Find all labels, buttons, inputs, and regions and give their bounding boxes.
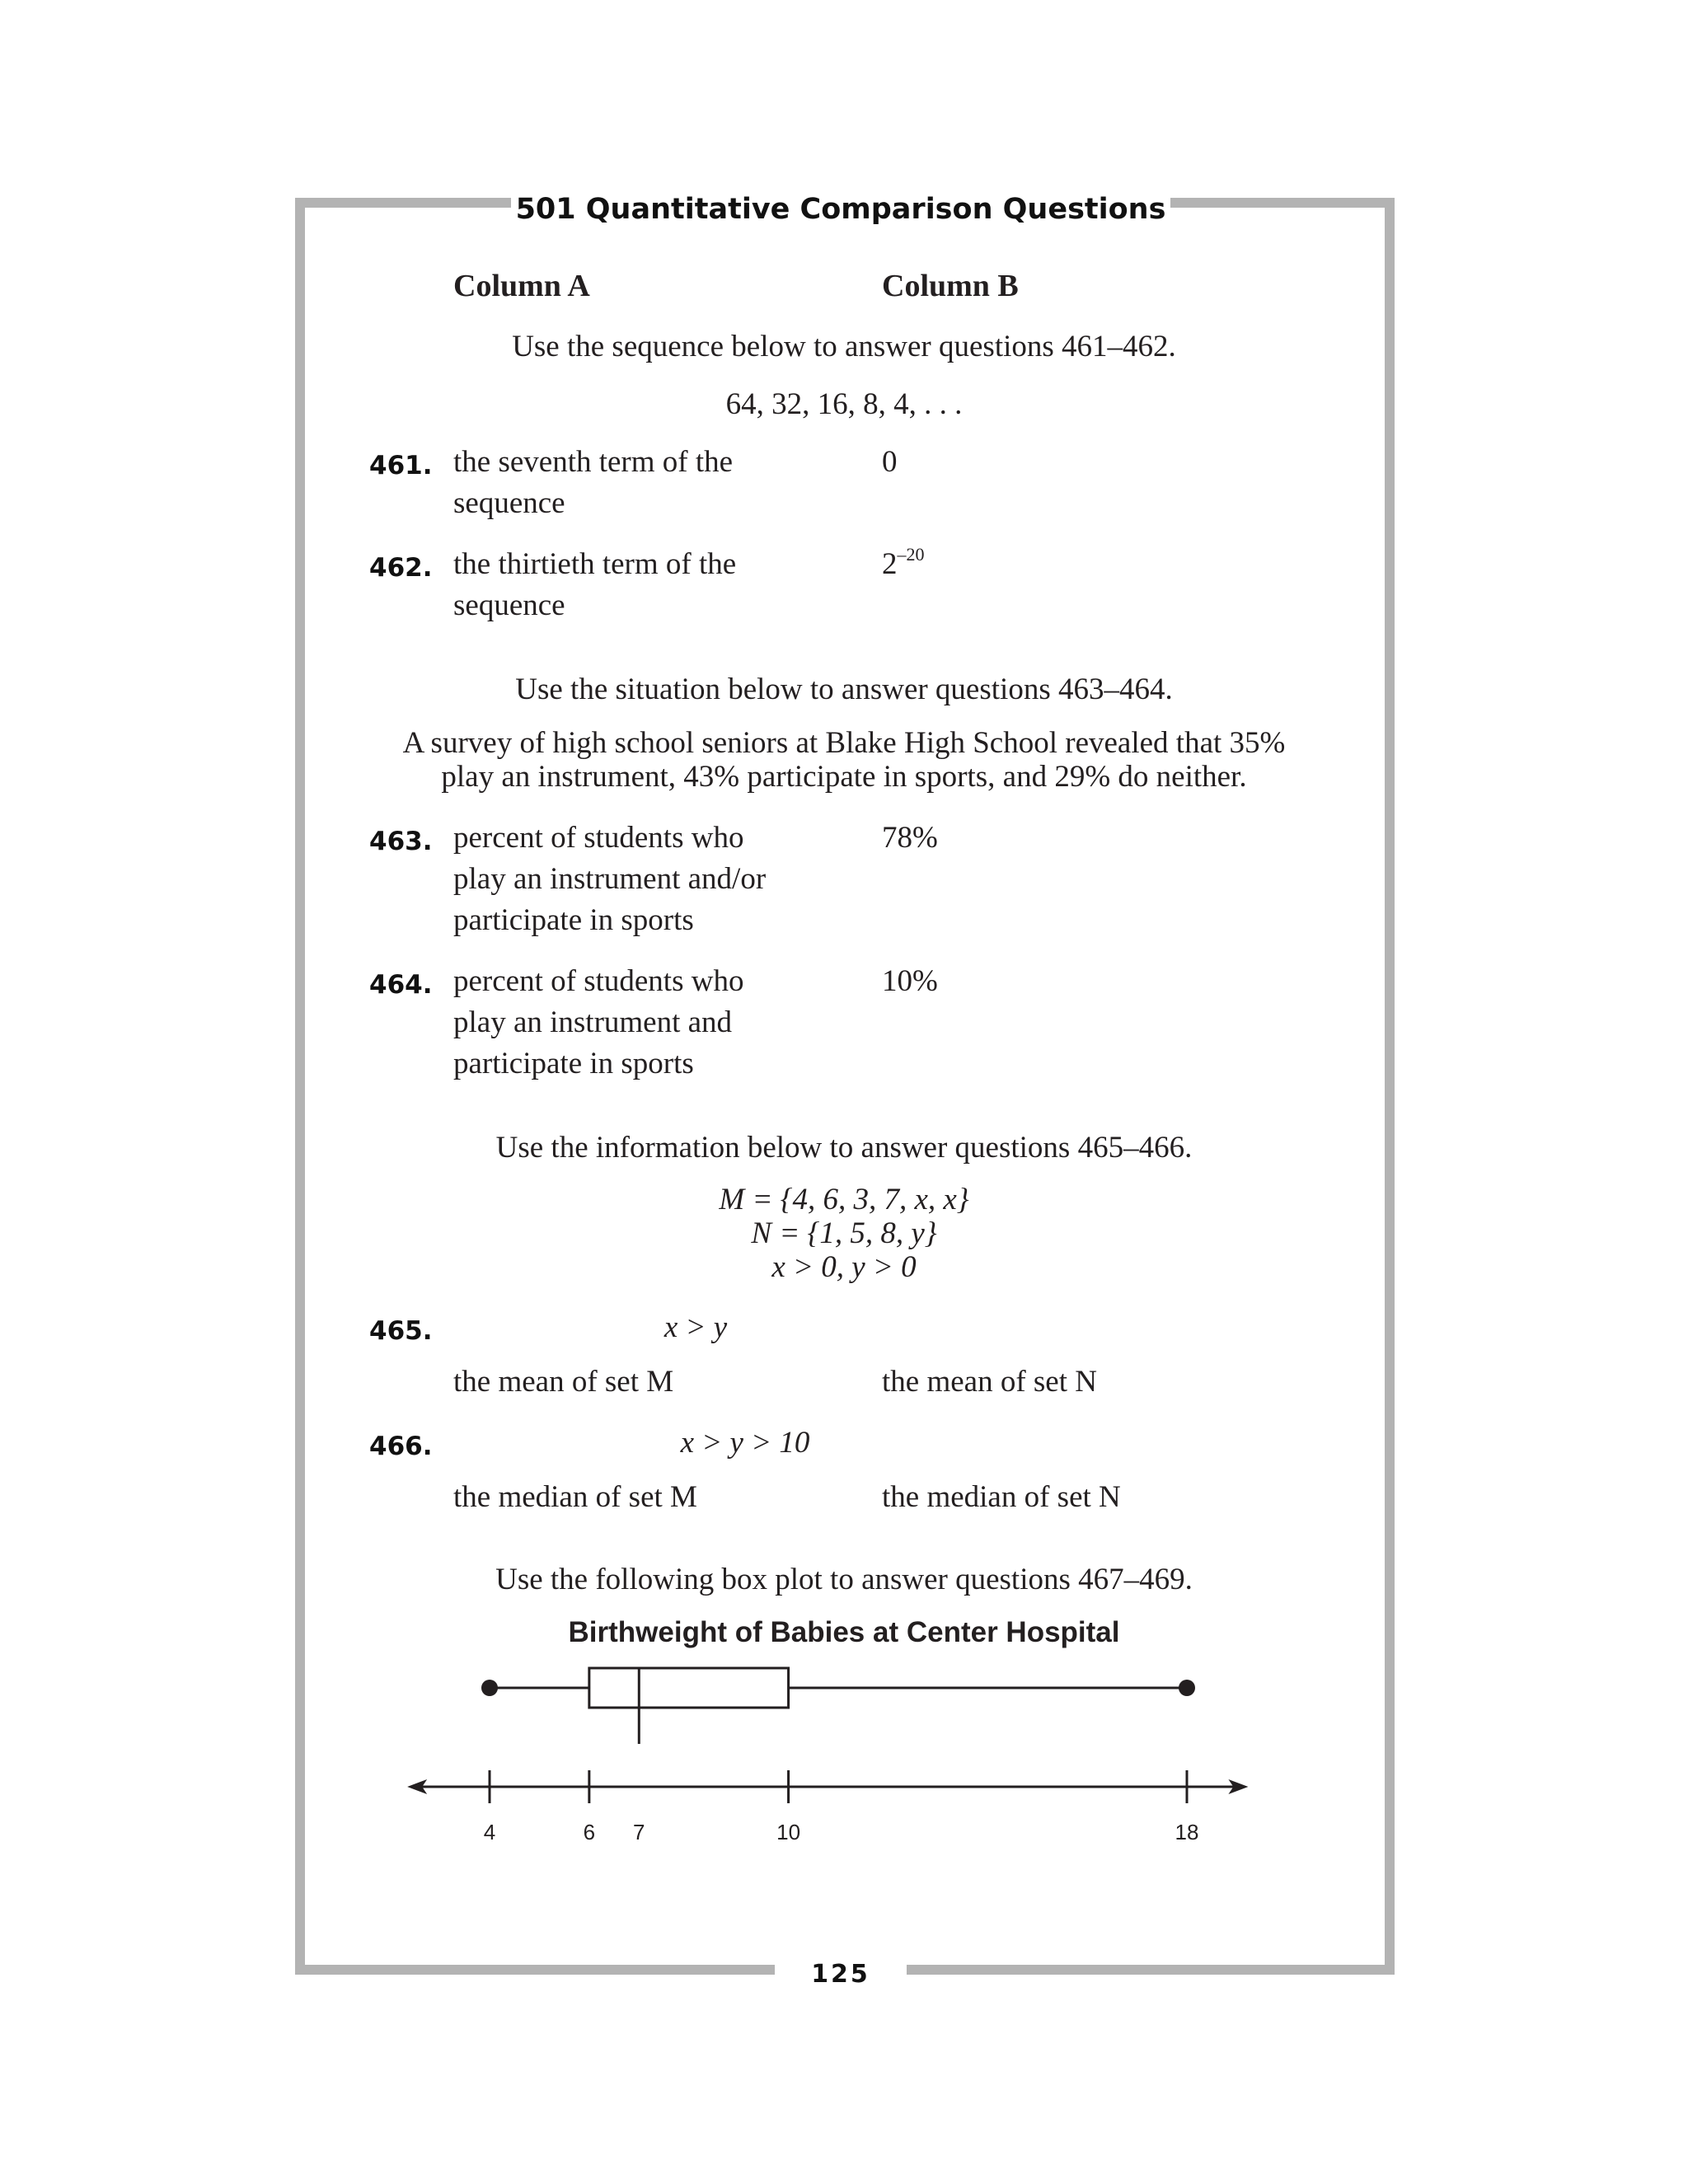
question-464-column-b: 10% [882, 964, 938, 998]
iqr-box [589, 1668, 789, 1708]
question-466-column-a: the median of set M [453, 1480, 697, 1514]
question-463-number: 463. [369, 827, 433, 856]
sequence: 64, 32, 16, 8, 4, . . . [725, 387, 963, 421]
question-463-column-b: 78% [882, 821, 938, 855]
question-464-a-line2: play an instrument and [453, 1005, 733, 1039]
question-464-number: 464. [369, 970, 433, 1000]
set-condition: x > 0, y > 0 [771, 1250, 917, 1284]
question-462-b-base: 2 [882, 547, 898, 581]
question-462-b-exponent: –20 [897, 544, 925, 565]
question-466-number: 466. [369, 1432, 433, 1461]
tick-label-6: 6 [583, 1820, 596, 1844]
question-465-number: 465. [369, 1316, 433, 1346]
question-464-a-line3: participate in sports [453, 1047, 694, 1080]
question-465-condition: x > y [663, 1310, 728, 1344]
question-465-column-a: the mean of set M [453, 1365, 674, 1399]
section4-intro: Use the following box plot to answer questions 467–469. [495, 1563, 1193, 1596]
question-462-a-line1: the thirtieth term of the [453, 547, 737, 581]
section3-intro: Use the information below to answer questions 465–466. [495, 1131, 1193, 1165]
survey-text-line1: A survey of high school seniors at Blake High School revealed that 35% [402, 726, 1286, 760]
tick-label-10: 10 [776, 1820, 801, 1844]
page-number: 125 [775, 1953, 907, 1996]
tick-label-7: 7 [633, 1820, 645, 1844]
question-463-a-line3: participate in sports [453, 903, 694, 937]
question-461-column-b: 0 [882, 445, 898, 479]
question-465-column-b: the mean of set N [882, 1365, 1097, 1399]
set-n: N = {1, 5, 8, y} [751, 1216, 937, 1250]
section2-intro: Use the situation below to answer questions 463–464. [515, 673, 1173, 706]
set-m: M = {4, 6, 3, 7, x, x} [719, 1183, 969, 1216]
tick-label-18: 18 [1175, 1820, 1199, 1844]
question-462-number: 462. [369, 553, 433, 583]
survey-text-line2: play an instrument, 43% participate in sports, and 29% do neither. [441, 760, 1247, 794]
tick-label-4: 4 [483, 1820, 496, 1844]
column-b-heading: Column B [882, 269, 1019, 303]
question-466-condition: x > y > 10 [680, 1426, 810, 1460]
question-461-number: 461. [369, 451, 433, 480]
frame-bottom-right [907, 1965, 1395, 1975]
question-466-column-b: the median of set N [882, 1480, 1121, 1514]
section1-intro: Use the sequence below to answer questions 461–462. [512, 330, 1176, 363]
chart-title: Birthweight of Babies at Center Hospital [568, 1616, 1120, 1648]
question-464-a-line1: percent of students who [453, 964, 744, 998]
question-461-a-line1: the seventh term of the [453, 445, 734, 479]
column-a-heading: Column A [453, 269, 590, 303]
page-header-title: 501 Quantitative Comparison Questions [511, 188, 1170, 231]
question-462-a-line2: sequence [453, 588, 565, 622]
question-463-a-line1: percent of students who [453, 821, 744, 855]
question-463-a-line2: play an instrument and/or [453, 862, 767, 896]
frame-bottom-left [295, 1965, 775, 1975]
max-point [1179, 1680, 1195, 1696]
question-461-a-line2: sequence [453, 486, 565, 520]
min-point [481, 1680, 498, 1696]
